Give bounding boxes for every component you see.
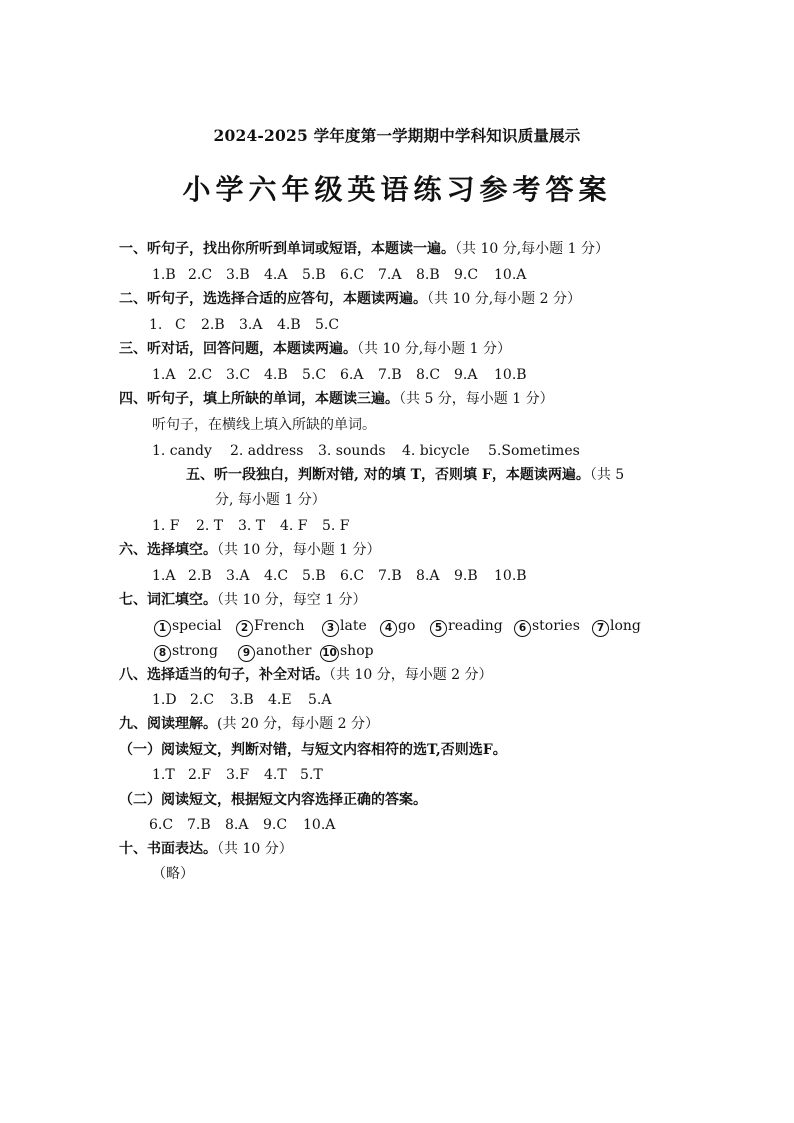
answer: 3.A [226,568,250,584]
vocab-item [320,642,374,662]
section-10-heading [119,840,293,858]
section-3-heading [119,340,511,358]
section-10-note: （共 10 分） [217,841,293,857]
circled-number: 4 [380,620,397,637]
answer: 5.B [302,568,326,584]
section-9-part-1-answers [152,766,323,784]
section-9-note: (共 20 分，每小题 2 分） [217,716,379,732]
answer: 1. [149,317,163,333]
answer: 5.B [302,267,326,283]
answer: 3.B [230,692,254,708]
vocab-item [236,617,322,637]
circled-number: 5 [430,620,447,637]
section-8-title: 八、选择适当的句子，补全对话。 [119,667,329,683]
section-5-note-cont: 分, 每小题 1 分） [215,492,326,508]
vocab-word: special [172,618,222,634]
answer: 2.B [188,568,212,584]
answer: 10.B [494,367,527,383]
section-5-heading [186,466,624,484]
section-6-answers [152,567,527,585]
answer: 3. sounds [318,443,386,459]
section-2-answers [149,316,339,334]
vocab-word: long [610,618,641,634]
answer: 6.C [149,817,174,833]
answer: 2. address [230,443,304,459]
vocab-word: shop [340,643,374,659]
answer: 2.C [188,367,213,383]
answer: 4.T [264,767,287,783]
answer: 4. F [280,518,308,534]
section-5-note: （共 5 [589,467,625,483]
section-8-note: （共 10 分，每小题 2 分） [329,667,493,683]
answer: 5.T [300,767,323,783]
answer: 4.A [264,267,288,283]
circled-number: 1 [154,620,171,637]
section-7-answers-row-1 [154,617,641,637]
answer: 1.A [152,367,176,383]
section-1-answers [152,266,526,284]
section-4-heading [119,390,554,408]
vocab-word: strong [172,643,218,659]
vocab-item [380,617,430,637]
answer: 4. bicycle [402,443,470,459]
circled-number: 3 [322,620,339,637]
answer: 1.B [152,267,176,283]
section-3-note: （共 10 分,每小题 1 分） [357,341,511,357]
section-7-heading [119,591,367,609]
circled-number: 7 [592,620,609,637]
answer: 8.C [416,367,441,383]
section-4-instruction: 听句子，在横线上填入所缺的单词。 [152,417,376,433]
vocab-word: stories [532,618,580,634]
vocab-item [322,617,380,637]
section-7-note: （共 10 分，每空 1 分） [217,592,367,608]
section-9-part-2-answers [149,816,335,834]
section-2-heading [119,290,581,308]
vocab-item [592,617,641,637]
circled-number: 6 [514,620,531,637]
answer: C [175,317,186,333]
vocab-item [238,642,320,662]
vocab-word: reading [448,618,503,634]
vocab-word: French [254,618,305,634]
section-10-title: 十、书面表达。 [119,841,217,857]
circled-number: 10 [320,645,339,662]
answer: 8.A [225,817,249,833]
section-1-title: 一、听句子，找出你所听到单词或短语，本题读一遍。 [119,241,455,257]
answer: 4.C [264,568,289,584]
answer: 9.B [454,568,478,584]
vocab-item [430,617,514,637]
answer: 4.B [277,317,301,333]
section-8-heading [119,666,493,684]
answer: 3. T [238,518,266,534]
answer: 5.A [308,692,332,708]
answer: 4.B [264,367,288,383]
answer: 10.B [494,568,527,584]
answer: 1.T [152,767,175,783]
vocab-word: late [340,618,367,634]
answer: 3.A [239,317,263,333]
page-title: 小学六年级英语练习参考答案 [182,173,612,206]
section-5-title: 五、听一段独白，判断对错, 对的填 T，否则填 F，本题读两遍。 [186,467,590,483]
answer: 2.F [188,767,212,783]
section-4-note: （共 5 分，每小题 1 分） [399,391,554,407]
answer: 5.C [315,317,340,333]
answer: 1.D [152,692,177,708]
circled-number: 2 [236,620,253,637]
section-6-title: 六、选择填空。 [119,542,217,558]
section-6-note: （共 10 分，每小题 1 分） [217,542,381,558]
answer: 9.C [263,817,288,833]
answer: 2.C [190,692,215,708]
answer: 5.C [302,367,327,383]
answer: 4.E [268,692,292,708]
answer: 5. F [322,518,350,534]
section-9-part-1: （一）阅读短文，判断对错，与短文内容相符的选T,否则选F。 [119,742,507,758]
answer: 3.C [226,367,251,383]
answer: 9.A [454,367,478,383]
circled-number: 9 [238,645,255,662]
answer: 9.C [454,267,479,283]
section-4-answers [152,442,580,460]
answer: 1. F [152,518,180,534]
section-3-answers [152,366,527,384]
section-5-answers [152,517,350,535]
section-9-heading [119,715,379,733]
vocab-item [154,617,236,637]
section-8-answers [152,691,331,709]
section-9-part-2: （二）阅读短文，根据短文内容选择正确的答案。 [119,792,427,808]
answer: 10.A [494,267,527,283]
answer: 3.F [226,767,250,783]
answer: 2. T [196,518,224,534]
section-1-note: （共 10 分,每小题 1 分） [455,241,609,257]
vocab-item [514,617,592,637]
answer: 1.A [152,568,176,584]
vocab-word: another [256,643,312,659]
answer: 1. candy [152,443,212,459]
answer: 7.B [187,817,211,833]
answer: 8.B [416,267,440,283]
section-6-heading [119,541,381,559]
section-2-title: 二、听句子，选选择合适的应答句，本题读两遍。 [119,291,427,307]
section-1-heading [119,240,609,258]
answer: 2.B [201,317,225,333]
answer: 6.C [340,267,365,283]
answer: 5.Sometimes [488,443,580,459]
answer: 6.C [340,568,365,584]
circled-number: 8 [154,645,171,662]
answer: 7.B [378,367,402,383]
section-3-title: 三、听对话，回答问题，本题读两遍。 [119,341,357,357]
section-7-title: 七、词汇填空。 [119,592,217,608]
section-7-answers-row-2 [154,642,374,662]
section-2-note: （共 10 分,每小题 2 分） [427,291,581,307]
vocab-word: go [398,618,416,634]
section-9-title: 九、阅读理解。 [119,716,217,732]
answer: 6.A [340,367,364,383]
section-10-content: （略） [152,866,194,882]
answer: 3.B [226,267,250,283]
answer: 8.A [416,568,440,584]
vocab-item [154,642,238,662]
answer: 2.C [188,267,213,283]
exam-subtitle: 2024-2025 学年度第一学期期中学科知识质量展示 [213,126,581,145]
section-4-title: 四、听句子，填上所缺的单词，本题读三遍。 [119,391,399,407]
answer: 7.A [378,267,402,283]
answer: 10.A [303,817,336,833]
answer: 7.B [378,568,402,584]
